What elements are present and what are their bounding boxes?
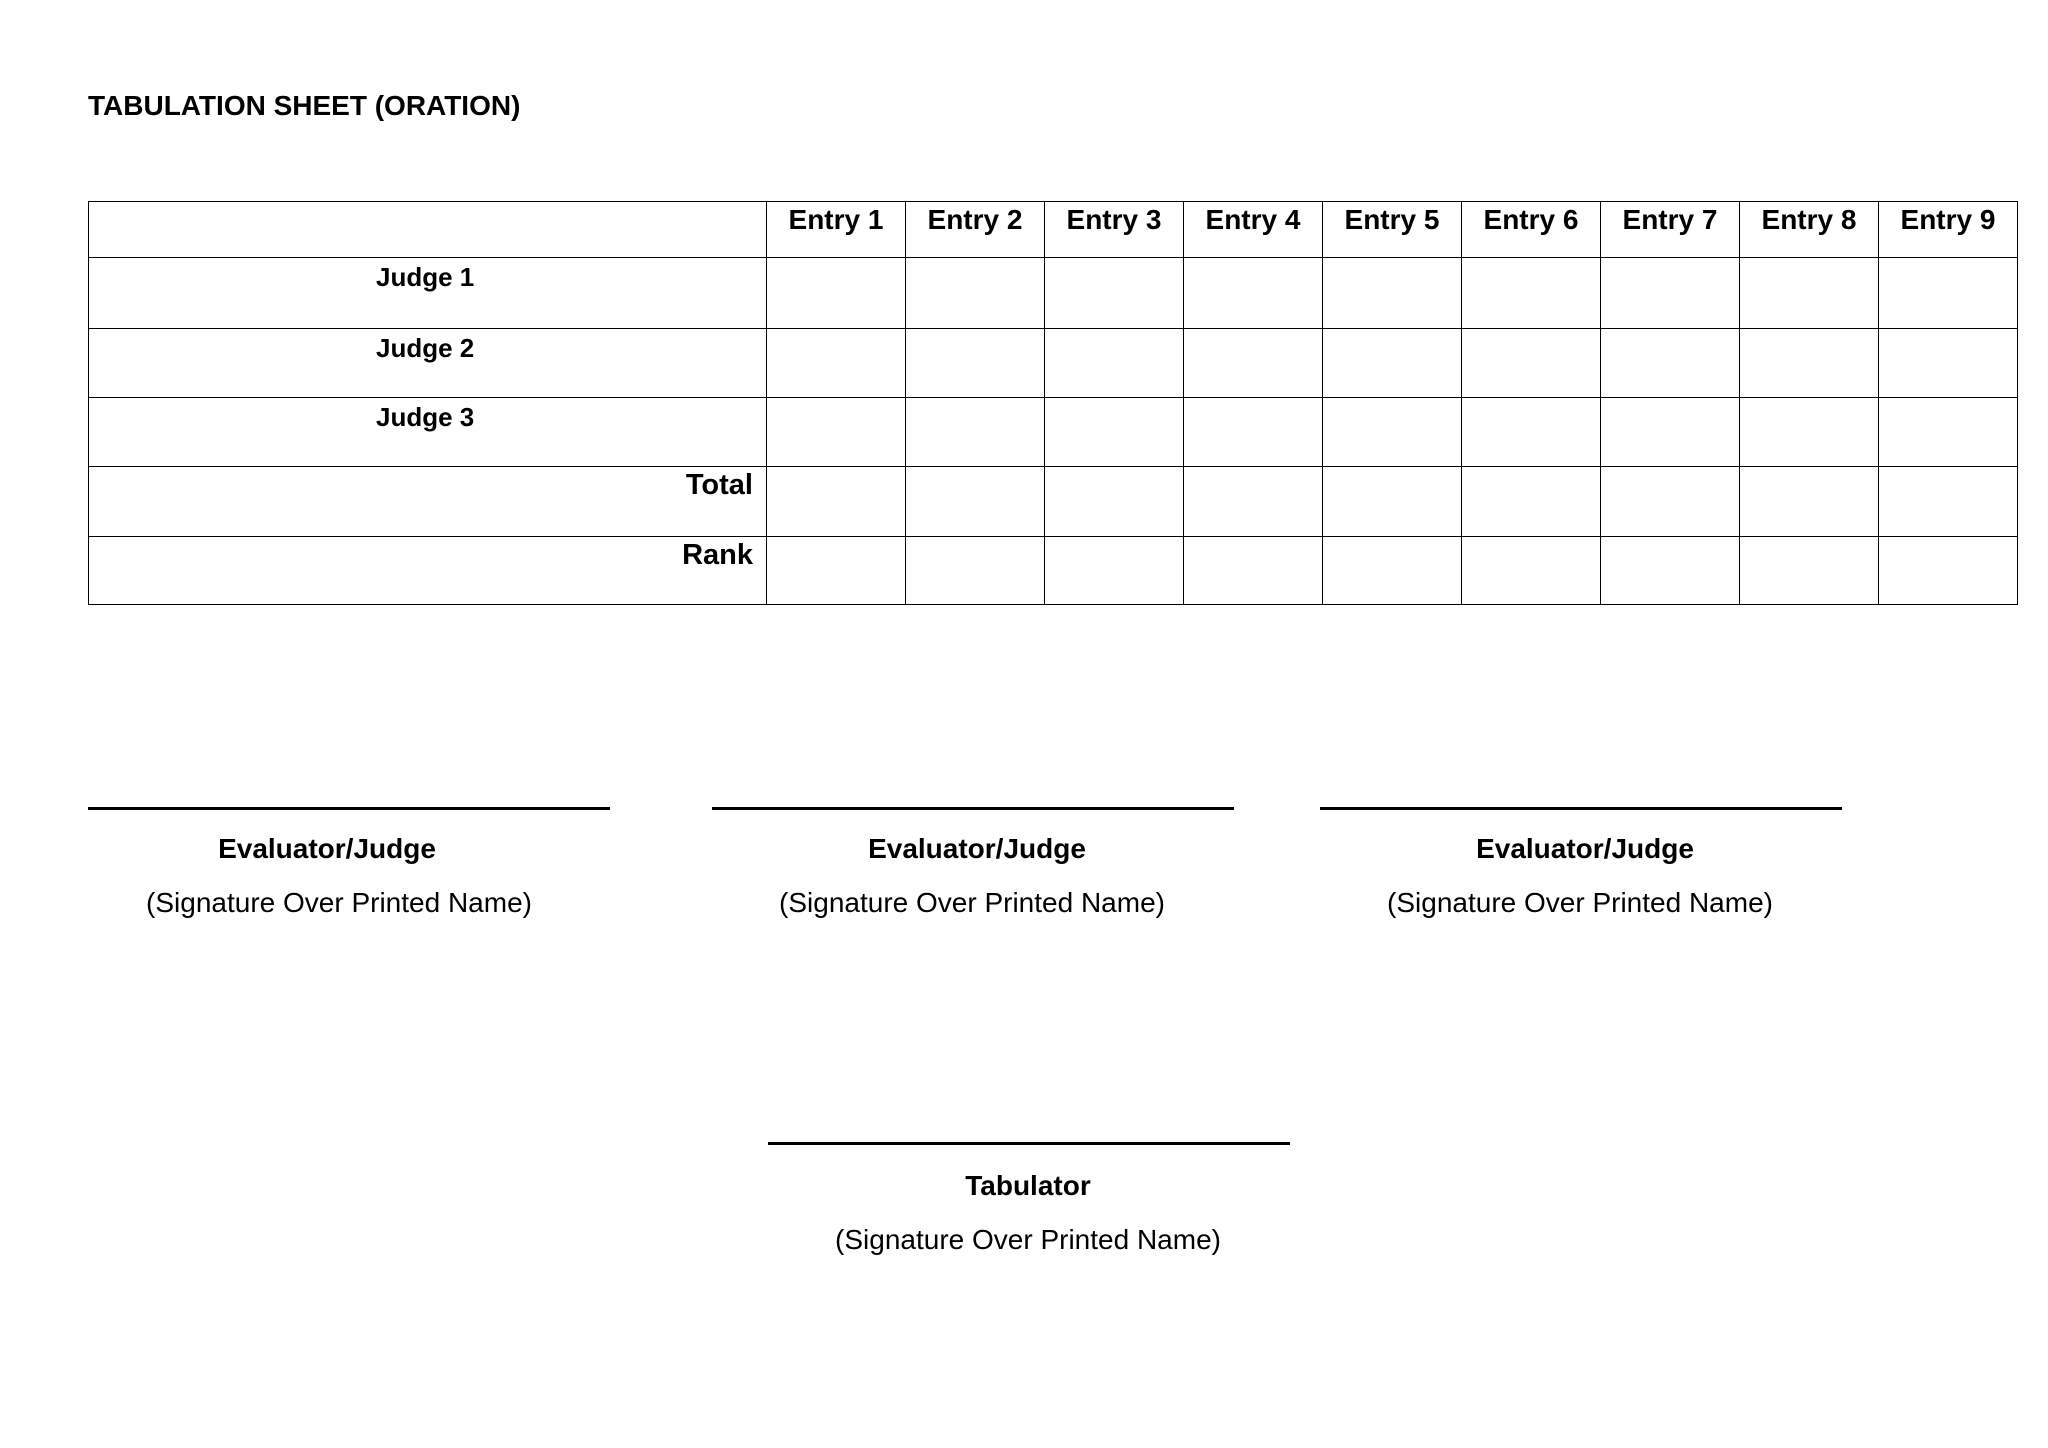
score-cell[interactable] xyxy=(1879,329,2018,398)
table-header-row xyxy=(89,202,2018,258)
score-cell[interactable] xyxy=(1045,258,1184,329)
entry-header: Entry 8 xyxy=(1740,202,1879,258)
table-row xyxy=(89,258,2018,329)
signature-line[interactable] xyxy=(768,1142,1290,1145)
table-row xyxy=(89,329,2018,398)
total-label: Total xyxy=(89,467,767,537)
score-cell[interactable] xyxy=(906,398,1045,467)
entry-header: Entry 3 xyxy=(1045,202,1184,258)
score-cell[interactable] xyxy=(1879,258,2018,329)
rank-label: Rank xyxy=(89,537,767,605)
score-cell[interactable] xyxy=(767,258,906,329)
signature-role: Evaluator/Judge xyxy=(868,833,1086,864)
rank-cell[interactable] xyxy=(1045,537,1184,605)
rank-cell[interactable] xyxy=(1740,537,1879,605)
corner-cell xyxy=(89,202,767,258)
signature-block-judge-1 xyxy=(88,807,608,920)
rank-cell[interactable] xyxy=(1879,537,2018,605)
score-cell[interactable] xyxy=(1045,329,1184,398)
score-cell[interactable] xyxy=(1184,398,1323,467)
signature-note: (Signature Over Printed Name) xyxy=(779,887,1165,918)
score-cell[interactable] xyxy=(1323,398,1462,467)
entry-header: Entry 4 xyxy=(1184,202,1323,258)
score-cell[interactable] xyxy=(1740,329,1879,398)
signature-note: (Signature Over Printed Name) xyxy=(146,887,532,918)
tabulation-table xyxy=(88,201,2018,605)
signature-note: (Signature Over Printed Name) xyxy=(835,1224,1221,1255)
signature-line[interactable] xyxy=(88,807,610,810)
total-cell[interactable] xyxy=(1740,467,1879,537)
score-cell[interactable] xyxy=(1879,398,2018,467)
score-cell[interactable] xyxy=(1462,329,1601,398)
rank-cell[interactable] xyxy=(906,537,1045,605)
signature-line[interactable] xyxy=(1320,807,1842,810)
score-cell[interactable] xyxy=(906,258,1045,329)
total-cell[interactable] xyxy=(1045,467,1184,537)
total-cell[interactable] xyxy=(906,467,1045,537)
signature-role: Tabulator xyxy=(965,1170,1091,1201)
table-row xyxy=(89,398,2018,467)
score-cell[interactable] xyxy=(1184,258,1323,329)
score-cell[interactable] xyxy=(1323,258,1462,329)
score-cell[interactable] xyxy=(1045,398,1184,467)
rank-cell[interactable] xyxy=(1462,537,1601,605)
score-cell[interactable] xyxy=(1462,258,1601,329)
entry-header: Entry 1 xyxy=(767,202,906,258)
score-cell[interactable] xyxy=(906,329,1045,398)
total-cell[interactable] xyxy=(1601,467,1740,537)
signature-role: Evaluator/Judge xyxy=(1476,833,1694,864)
judge-label: Judge 2 xyxy=(89,329,767,398)
score-cell[interactable] xyxy=(1740,398,1879,467)
score-cell[interactable] xyxy=(1740,258,1879,329)
judge-label: Judge 1 xyxy=(89,258,767,329)
score-cell[interactable] xyxy=(1601,258,1740,329)
entry-header: Entry 5 xyxy=(1323,202,1462,258)
entry-header: Entry 9 xyxy=(1879,202,2018,258)
rank-cell[interactable] xyxy=(1601,537,1740,605)
judge-label: Judge 3 xyxy=(89,398,767,467)
rank-cell[interactable] xyxy=(767,537,906,605)
rank-cell[interactable] xyxy=(1323,537,1462,605)
signature-block-judge-3 xyxy=(1320,807,1840,920)
entry-header: Entry 6 xyxy=(1462,202,1601,258)
score-cell[interactable] xyxy=(1462,398,1601,467)
score-cell[interactable] xyxy=(1601,329,1740,398)
entry-header: Entry 7 xyxy=(1601,202,1740,258)
signature-block-tabulator xyxy=(768,1142,1288,1257)
total-cell[interactable] xyxy=(1462,467,1601,537)
score-cell[interactable] xyxy=(767,329,906,398)
rank-cell[interactable] xyxy=(1184,537,1323,605)
total-cell[interactable] xyxy=(1184,467,1323,537)
signature-note: (Signature Over Printed Name) xyxy=(1387,887,1773,918)
total-row xyxy=(89,467,2018,537)
score-cell[interactable] xyxy=(1323,329,1462,398)
signature-line[interactable] xyxy=(712,807,1234,810)
score-cell[interactable] xyxy=(767,398,906,467)
rank-row xyxy=(89,537,2018,605)
signature-role: Evaluator/Judge xyxy=(218,833,436,864)
total-cell[interactable] xyxy=(1879,467,2018,537)
score-cell[interactable] xyxy=(1601,398,1740,467)
total-cell[interactable] xyxy=(767,467,906,537)
signature-block-judge-2 xyxy=(712,807,1232,920)
total-cell[interactable] xyxy=(1323,467,1462,537)
entry-header: Entry 2 xyxy=(906,202,1045,258)
score-cell[interactable] xyxy=(1184,329,1323,398)
page-title: TABULATION SHEET (ORATION) xyxy=(88,90,521,121)
